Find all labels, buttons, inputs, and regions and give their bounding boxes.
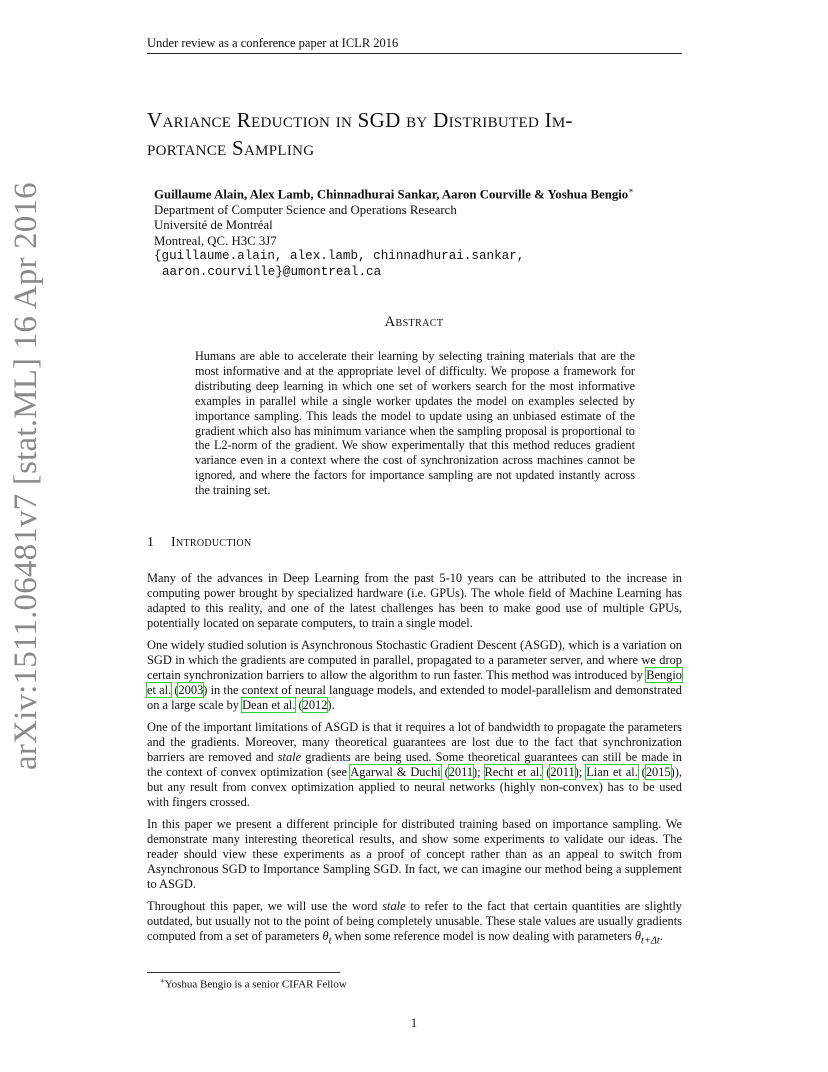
citation-link[interactable]: Agarwal & Duchi: [350, 764, 441, 779]
p2-text-c: .: [331, 697, 335, 712]
stale-emphasis: stale: [277, 749, 302, 764]
footnote-divider: [147, 972, 340, 973]
paragraph-1: Many of the advances in Deep Learning from the past 5-10 years can be attributed to the increase in computing power brought by specialized hardware (i.e. GPUs). The whole field of Machine Learning has adapted to this reality, and one of the latest challenges has been to make good use of multiple GPUs, potentially located on separate computers, to train a single model.: [147, 571, 682, 630]
citation-year-link[interactable]: 2011: [550, 764, 575, 779]
abstract-text: Humans are able to accelerate their learning by selecting training materials that are the most informative and at the appropriate level of difficulty. We propose a framework for distributing deep learning in which one set of workers search for the most informative examples in parallel while a single worker updates the model on examples selected by importance sampling. This leads the model to update using an unbiased estimate of the gradient which also has minimum variance when the sampling proposal is proportional to the L2-norm of the gradient. We show experimentally that this method reduces gradient variance even in a context where the cost of synchronization across machines cannot be ignored, and where the factors for importance sampling are not updated instantly across the training set.: [195, 349, 635, 498]
arxiv-stamp: arXiv:1511.06481v7 [stat.ML] 16 Apr 2016: [8, 182, 44, 770]
footnote-text: Yoshua Bengio is a senior CIFAR Fellow: [164, 978, 347, 991]
p5-text-a: Throughout this paper, we will use the word: [147, 899, 383, 914]
running-header: Under review as a conference paper at ICLR 2016: [147, 36, 682, 54]
p5-text-c: when some reference model is now dealing with parameters: [331, 928, 635, 943]
theta-t-subscript: t: [328, 935, 332, 947]
paper-title: [147, 106, 707, 162]
citation-link[interactable]: Dean et al.: [242, 697, 296, 712]
paragraph-5: [147, 899, 682, 949]
citation-year-link[interactable]: 2011: [448, 764, 474, 779]
citation-year-link[interactable]: 2003: [178, 682, 204, 697]
title-line-1: Variance Reduction in SGD by Distributed Im-: [147, 108, 573, 132]
paragraph-3: One of the important limitations of ASGD is that it requires a lot of bandwidth to propagate the parameters and the gradients. Moreover, many theoretical guarantees are lost due to the fact that synchronization barriers are removed and stale gradients are being used. Some theoretical guarantees can still be made in the context of convex optimization (see Agarwal & Duchi (2011); Recht et al. (2011); Lian et al. (2015)), but any result from convex optimization applied to neural networks (highly non-convex) has to be used with fingers crossed.: [147, 720, 682, 809]
citation-link[interactable]: Lian et al.: [586, 764, 638, 779]
section-title: Introduction: [171, 535, 252, 550]
paragraph-4: In this paper we present a different principle for distributed training based on importance sampling. We demonstrate many interesting theoretical results, and show some experiments to validate our ideas. The reader should view these experiments as a proof of concept rather than as an appeal to switch from Asynchronous SGD to Importance Sampling SGD. In fact, we can imagine our method being a supplement to ASGD.: [147, 817, 682, 891]
emails-line-2: aaron.courville}@umontreal.ca: [162, 264, 382, 279]
section-heading: [147, 535, 251, 551]
p2-text-a: One widely studied solution is Asynchronous Stochastic Gradient Descent (ASGD), which is a variation on SGD in which the gradients are computed in parallel, propagated to a parameter server, and where we drop certain synchronization barriers to allow the algorithm to run faster. This method was introduced by: [147, 638, 682, 682]
p3-text-b: gradients are being used. Some theoretical guarantees can still be made in the context of convex optimization (see: [147, 749, 682, 779]
citation-link[interactable]: Recht et al.: [484, 764, 543, 779]
page-number: 1: [410, 1016, 418, 1030]
abstract-heading: Abstract: [384, 314, 444, 330]
author-names-text: Guillaume Alain, Alex Lamb, Chinnadhurai Sankar, Aaron Courville & Yoshua Bengio: [154, 187, 629, 202]
p5-text-b: to refer to the fact that certain quantities are slightly outdated, but usually not to the point of being completely unusable. These stale values are usually gradients computed from a set of parameters: [147, 899, 682, 943]
citation-link[interactable]: Bengio et al.: [147, 667, 682, 697]
address: Montreal, QC. H3C 3J7: [154, 233, 277, 248]
title-line-2: portance Sampling: [147, 136, 315, 160]
author-names: [154, 183, 694, 203]
theta-t-symbol: θ: [322, 928, 329, 943]
p3-text-a: One of the important limitations of ASGD is that it requires a lot of bandwidth to propagate the parameters and the gradients. Moreover, many theoretical guarantees are lost due to the fact that synchronization barriers are removed and: [147, 720, 682, 764]
paragraph-2: One widely studied solution is Asynchronous Stochastic Gradient Descent (ASGD), which is a variation on SGD in which the gradients are computed in parallel, propagated to a parameter server, and where we drop certain synchronization barriers to allow the algorithm to run faster. This method was introduced by Bengio et al. (2003) in the context of neural language models, and extended to model-parallelism and demonstrated on a large scale by Dean et al. (2012).: [147, 638, 682, 712]
stale-emphasis: stale: [382, 899, 406, 914]
author-block: [154, 183, 694, 280]
author-footnote-mark: ∗: [628, 186, 634, 195]
theta-tdt-symbol: θ: [634, 928, 641, 943]
p3-text-c: ), but any result from convex optimization applied to neural networks (highly non-convex) has to be used with fingers crossed.: [147, 764, 682, 809]
theta-tdt-subscript: t+Δt: [641, 935, 660, 947]
citation-year-link[interactable]: 2015: [645, 764, 671, 779]
citation-year-link[interactable]: 2012: [302, 697, 328, 712]
emails-line-1: {guillaume.alain, alex.lamb, chinnadhurai.sankar,: [154, 249, 525, 264]
p2-text-b: in the context of neural language models, and extended to model-parallelism and demonstrated on a large scale by: [147, 682, 682, 712]
footnote-mark: ∗: [160, 977, 165, 985]
footnote: [160, 977, 347, 991]
intro-body: [147, 571, 682, 957]
section-number: 1: [147, 535, 155, 550]
p5-text-d: .: [659, 928, 663, 943]
university: Université de Montréal: [154, 218, 273, 233]
department: Department of Computer Science and Operations Research: [154, 202, 457, 217]
